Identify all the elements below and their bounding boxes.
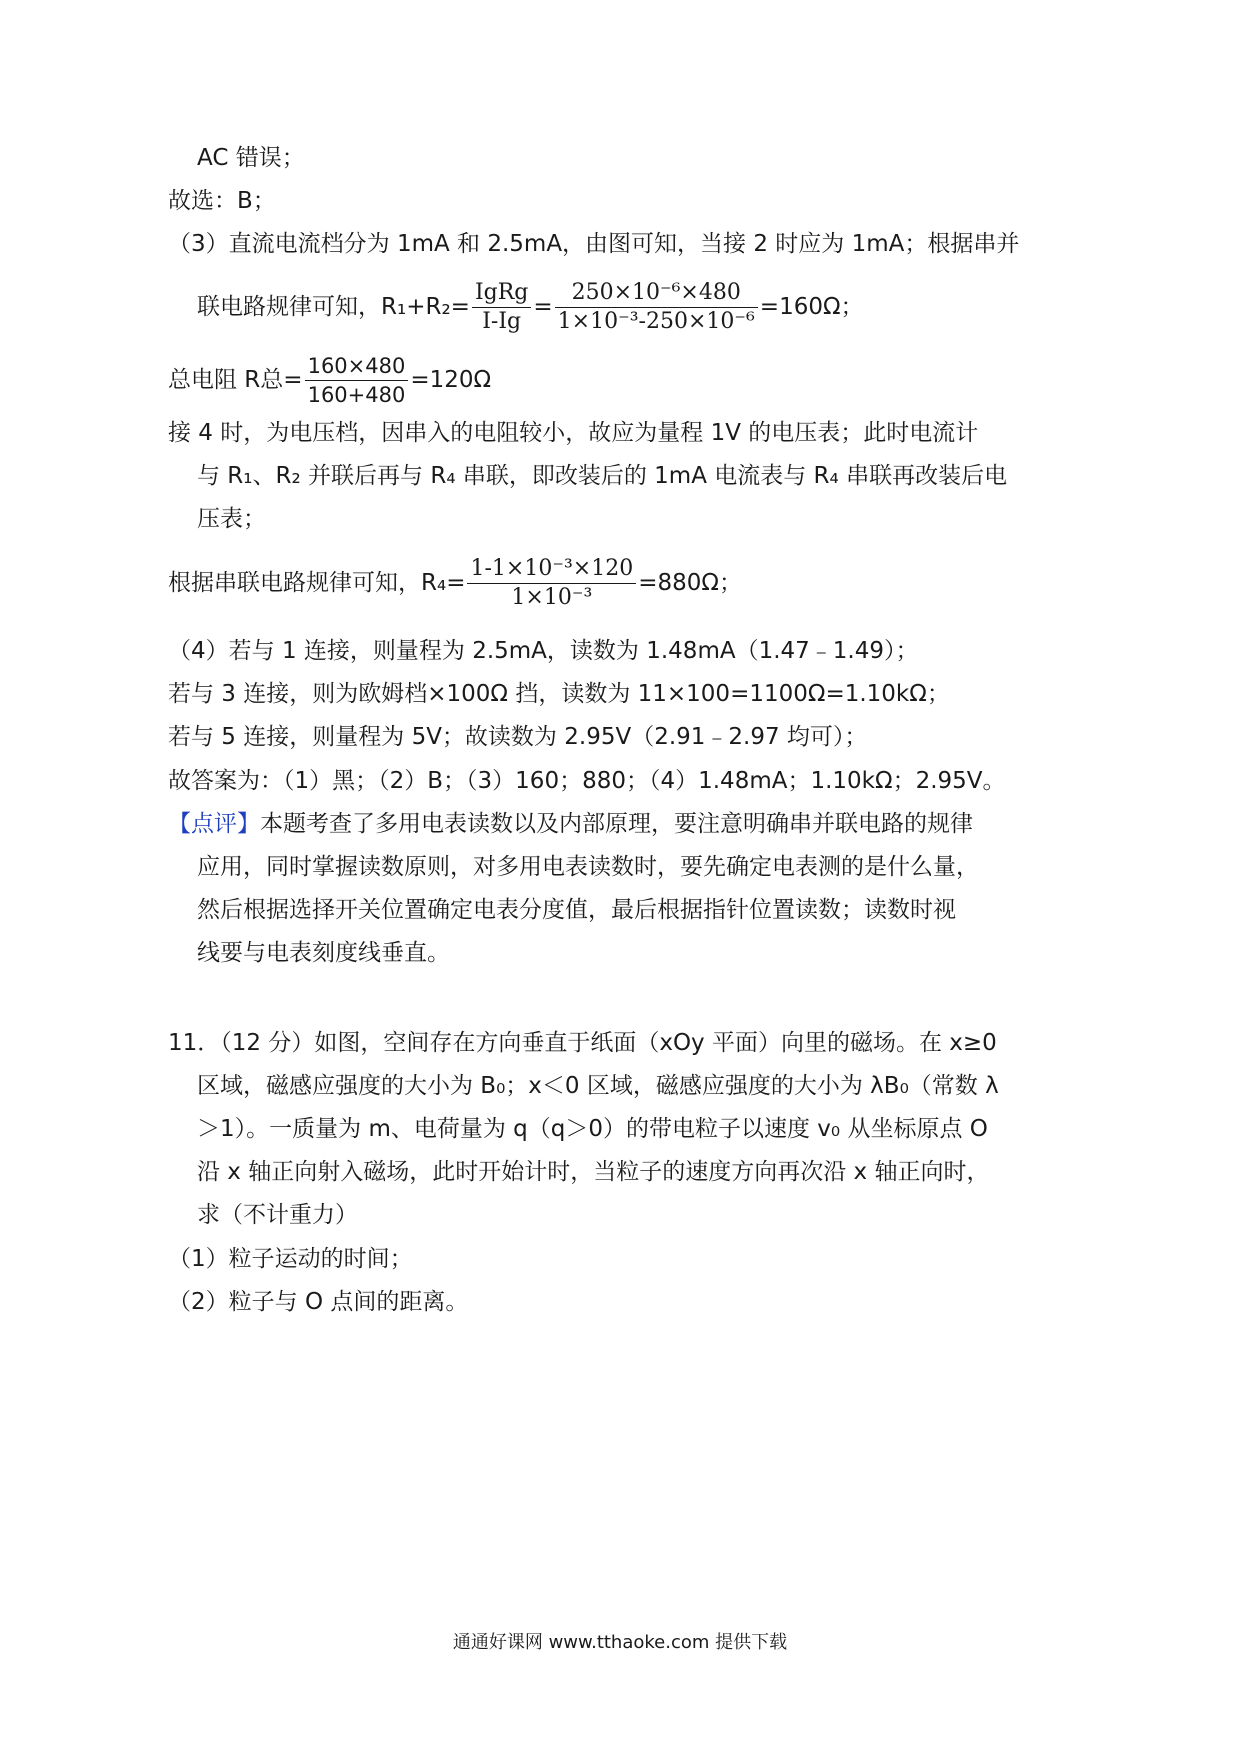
formula-suffix: =160Ω； [759,294,864,320]
fraction-numerator: 160×480 [305,352,409,381]
text-line: 故选：B； [168,188,276,214]
text-line: AC 错误； [197,145,305,171]
comment-tag: 【点评】 [168,811,260,837]
formula-line [168,350,491,410]
fraction-numerator: IgRg [472,279,531,308]
formula-prefix: 总电阻 R总= [168,367,303,393]
fraction [467,555,636,612]
formula-suffix: =880Ω； [638,570,742,596]
fraction-denominator: 1×10⁻³ [511,584,593,610]
equals-sign: = [533,294,553,320]
fraction [472,279,531,336]
fraction [555,279,758,336]
fraction-numerator: 250×10⁻⁶×480 [555,279,758,308]
question-line: 11．（12 分）如图，空间存在方向垂直于纸面（xOy 平面）向里的磁场。在 x≥0 [168,1030,997,1056]
question-line: 沿 x 轴正向射入磁场，此时开始计时，当粒子的速度方向再次沿 x 轴正向时， [197,1159,990,1185]
text-line: 若与 3 连接，则为欧姆档×100Ω 挡，读数为 11×100=1100Ω=1.10kΩ； [168,681,950,707]
fraction [305,352,409,409]
question-line: 区域，磁感应强度的大小为 B₀；x＜0 区域，磁感应强度的大小为 λB₀（常数 λ [197,1073,999,1099]
text-line: 与 R₁、R₂ 并联后再与 R₄ 串联，即改装后的 1mA 电流表与 R₄ 串联再改装后电 [197,463,1008,489]
formula-prefix: 联电路规律可知，R₁+R₂= [197,294,470,320]
text-line: 线要与电表刻度线垂直。 [197,940,450,966]
formula-prefix: 根据串联电路规律可知，R₄= [168,570,466,596]
fraction-numerator: 1-1×10⁻³×120 [467,555,636,584]
fraction-denominator: I-Ig [482,308,522,334]
question-line: 求（不计重力） [197,1202,358,1228]
question-line: （1）粒子运动的时间； [168,1246,413,1272]
formula-line [168,548,742,618]
comment-line [168,809,973,839]
page-footer: 通通好课网 www.tthaoke.com 提供下载 [452,1632,788,1653]
text-line: 接 4 时，为电压档，因串入的电阻较小，故应为量程 1V 的电压表；此时电流计 [168,420,979,446]
comment-text: 本题考查了多用电表读数以及内部原理，要注意明确串并联电路的规律 [260,811,973,837]
fraction-denominator: 1×10⁻³-250×10⁻⁶ [557,308,755,334]
text-line: 应用，同时掌握读数原则，对多用电表读数时，要先确定电表测的是什么量， [197,854,979,880]
text-line: （4）若与 1 连接，则量程为 2.5mA，读数为 1.48mA（1.47﹣1.49）； [168,638,919,664]
formula-line [197,272,864,342]
fraction-denominator: 160+480 [307,382,406,407]
text-line: 若与 5 连接，则量程为 5V；故读数为 2.95V（2.91﹣2.97 均可）； [168,724,868,750]
question-line: ＞1）。一质量为 m、电荷量为 q（q＞0）的带电粒子以速度 v₀ 从坐标原点 O [197,1116,988,1142]
text-line: 压表； [197,506,266,532]
text-line: 然后根据选择开关位置确定电表分度值，最后根据指针位置读数；读数时视 [197,897,956,923]
question-line: （2）粒子与 O 点间的距离。 [168,1289,469,1315]
text-line: 故答案为：（1）黑；（2）B；（3）160；880；（4）1.48mA；1.10kΩ；2.95V。 [168,768,1006,794]
text-line: （3）直流电流档分为 1mA 和 2.5mA，由图可知，当接 2 时应为 1mA；根据串并 [168,231,1020,257]
formula-suffix: =120Ω [410,367,492,393]
